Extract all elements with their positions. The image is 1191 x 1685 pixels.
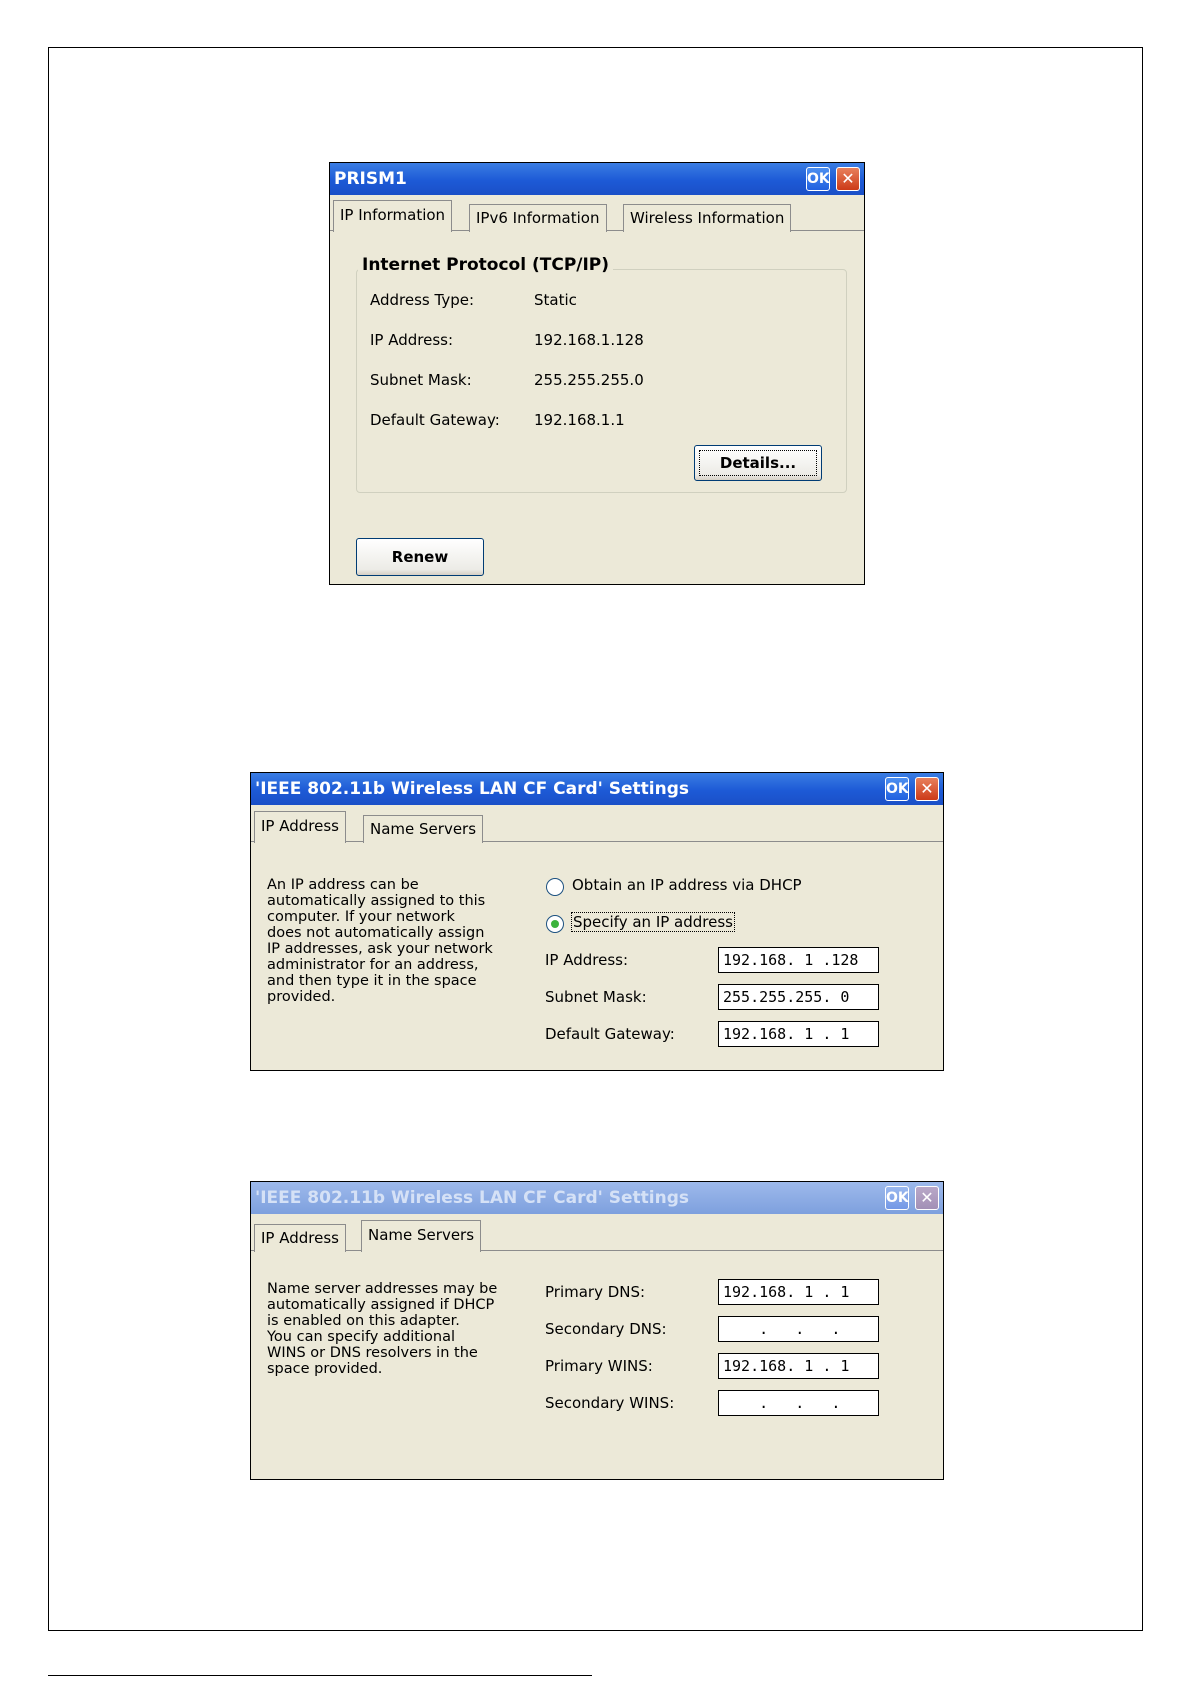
close-icon[interactable]: ✕	[836, 167, 860, 191]
dns-description: Name server addresses may be automatically assigned if DHCP is enabled on this adapter. You can specify additional WINS or DNS resolvers in the space provided.	[267, 1281, 498, 1377]
specify-radio-label[interactable]: Specify an IP address	[573, 913, 733, 931]
renew-button-label: Renew	[391, 548, 449, 566]
default-gateway-value: 192.168.1.1	[534, 411, 625, 429]
tab-name-servers[interactable]: Name Servers	[361, 1220, 481, 1252]
wlan-settings-dialog-ip	[250, 772, 944, 1071]
subnet-mask-value: 255.255.255.0	[534, 371, 644, 389]
default-gateway-field[interactable]: 192.168. 1 . 1	[718, 1021, 879, 1047]
window-title: 'IEEE 802.11b Wireless LAN CF Card' Settings	[255, 1188, 689, 1208]
tab-ip-address[interactable]: IP Address	[254, 811, 346, 843]
address-type-value: Static	[534, 291, 577, 309]
secondary-dns-field[interactable]: . . .	[718, 1316, 879, 1342]
tab-ip-information[interactable]: IP Information	[333, 200, 452, 232]
default-gateway-label: Default Gateway:	[370, 411, 500, 429]
ip-description: An IP address can be automatically assigned to this computer. If your network does not automatically assign IP addresses, ask your network administrator for an address, and then type it in the space provided.	[267, 877, 493, 1005]
wlan-titlebar[interactable]	[251, 1182, 943, 1214]
primary-wins-label: Primary WINS:	[545, 1357, 653, 1375]
window-title: 'IEEE 802.11b Wireless LAN CF Card' Settings	[255, 779, 689, 799]
prism1-dialog	[329, 162, 865, 585]
tab-wireless-information[interactable]: Wireless Information	[623, 204, 791, 232]
tab-strip-line	[251, 1250, 943, 1251]
primary-dns-label: Primary DNS:	[545, 1283, 646, 1301]
ok-button[interactable]: OK	[885, 777, 909, 801]
ip-address-label: IP Address:	[370, 331, 454, 349]
close-icon[interactable]: ✕	[915, 777, 939, 801]
wlan-titlebar[interactable]	[251, 773, 943, 805]
tab-name-servers[interactable]: Name Servers	[363, 815, 483, 843]
group-title: Internet Protocol (TCP/IP)	[358, 255, 613, 275]
ip-address-value: 192.168.1.128	[534, 331, 644, 349]
secondary-wins-field[interactable]: . . .	[718, 1390, 879, 1416]
ok-button[interactable]: OK	[885, 1186, 909, 1210]
close-icon[interactable]: ✕	[915, 1186, 939, 1210]
specify-radio[interactable]	[546, 915, 564, 933]
tab-ip-address[interactable]: IP Address	[254, 1224, 346, 1252]
details-button[interactable]	[694, 445, 822, 481]
ip-address-label: IP Address:	[545, 951, 629, 969]
footer-rule	[48, 1675, 592, 1676]
renew-button[interactable]	[356, 538, 484, 576]
address-type-label: Address Type:	[370, 291, 475, 309]
subnet-mask-field[interactable]: 255.255.255. 0	[718, 984, 879, 1010]
subnet-mask-label: Subnet Mask:	[545, 988, 647, 1006]
prism1-titlebar[interactable]	[330, 163, 864, 195]
dhcp-radio-label[interactable]: Obtain an IP address via DHCP	[572, 876, 802, 894]
default-gateway-label: Default Gateway:	[545, 1025, 675, 1043]
tab-ipv6-information[interactable]: IPv6 Information	[469, 204, 607, 232]
primary-dns-field[interactable]: 192.168. 1 . 1	[718, 1279, 879, 1305]
secondary-dns-label: Secondary DNS:	[545, 1320, 667, 1338]
subnet-mask-label: Subnet Mask:	[370, 371, 472, 389]
ip-address-field[interactable]: 192.168. 1 .128	[718, 947, 879, 973]
secondary-wins-label: Secondary WINS:	[545, 1394, 675, 1412]
details-button-label: Details...	[719, 454, 797, 472]
primary-wins-field[interactable]: 192.168. 1 . 1	[718, 1353, 879, 1379]
wlan-settings-dialog-dns	[250, 1181, 944, 1480]
radio-selected-dot	[551, 920, 559, 928]
focus-rect	[699, 450, 817, 476]
dhcp-radio[interactable]	[546, 878, 564, 896]
window-title: PRISM1	[334, 169, 407, 189]
ok-button[interactable]: OK	[806, 167, 830, 191]
tab-strip-line	[251, 841, 943, 842]
